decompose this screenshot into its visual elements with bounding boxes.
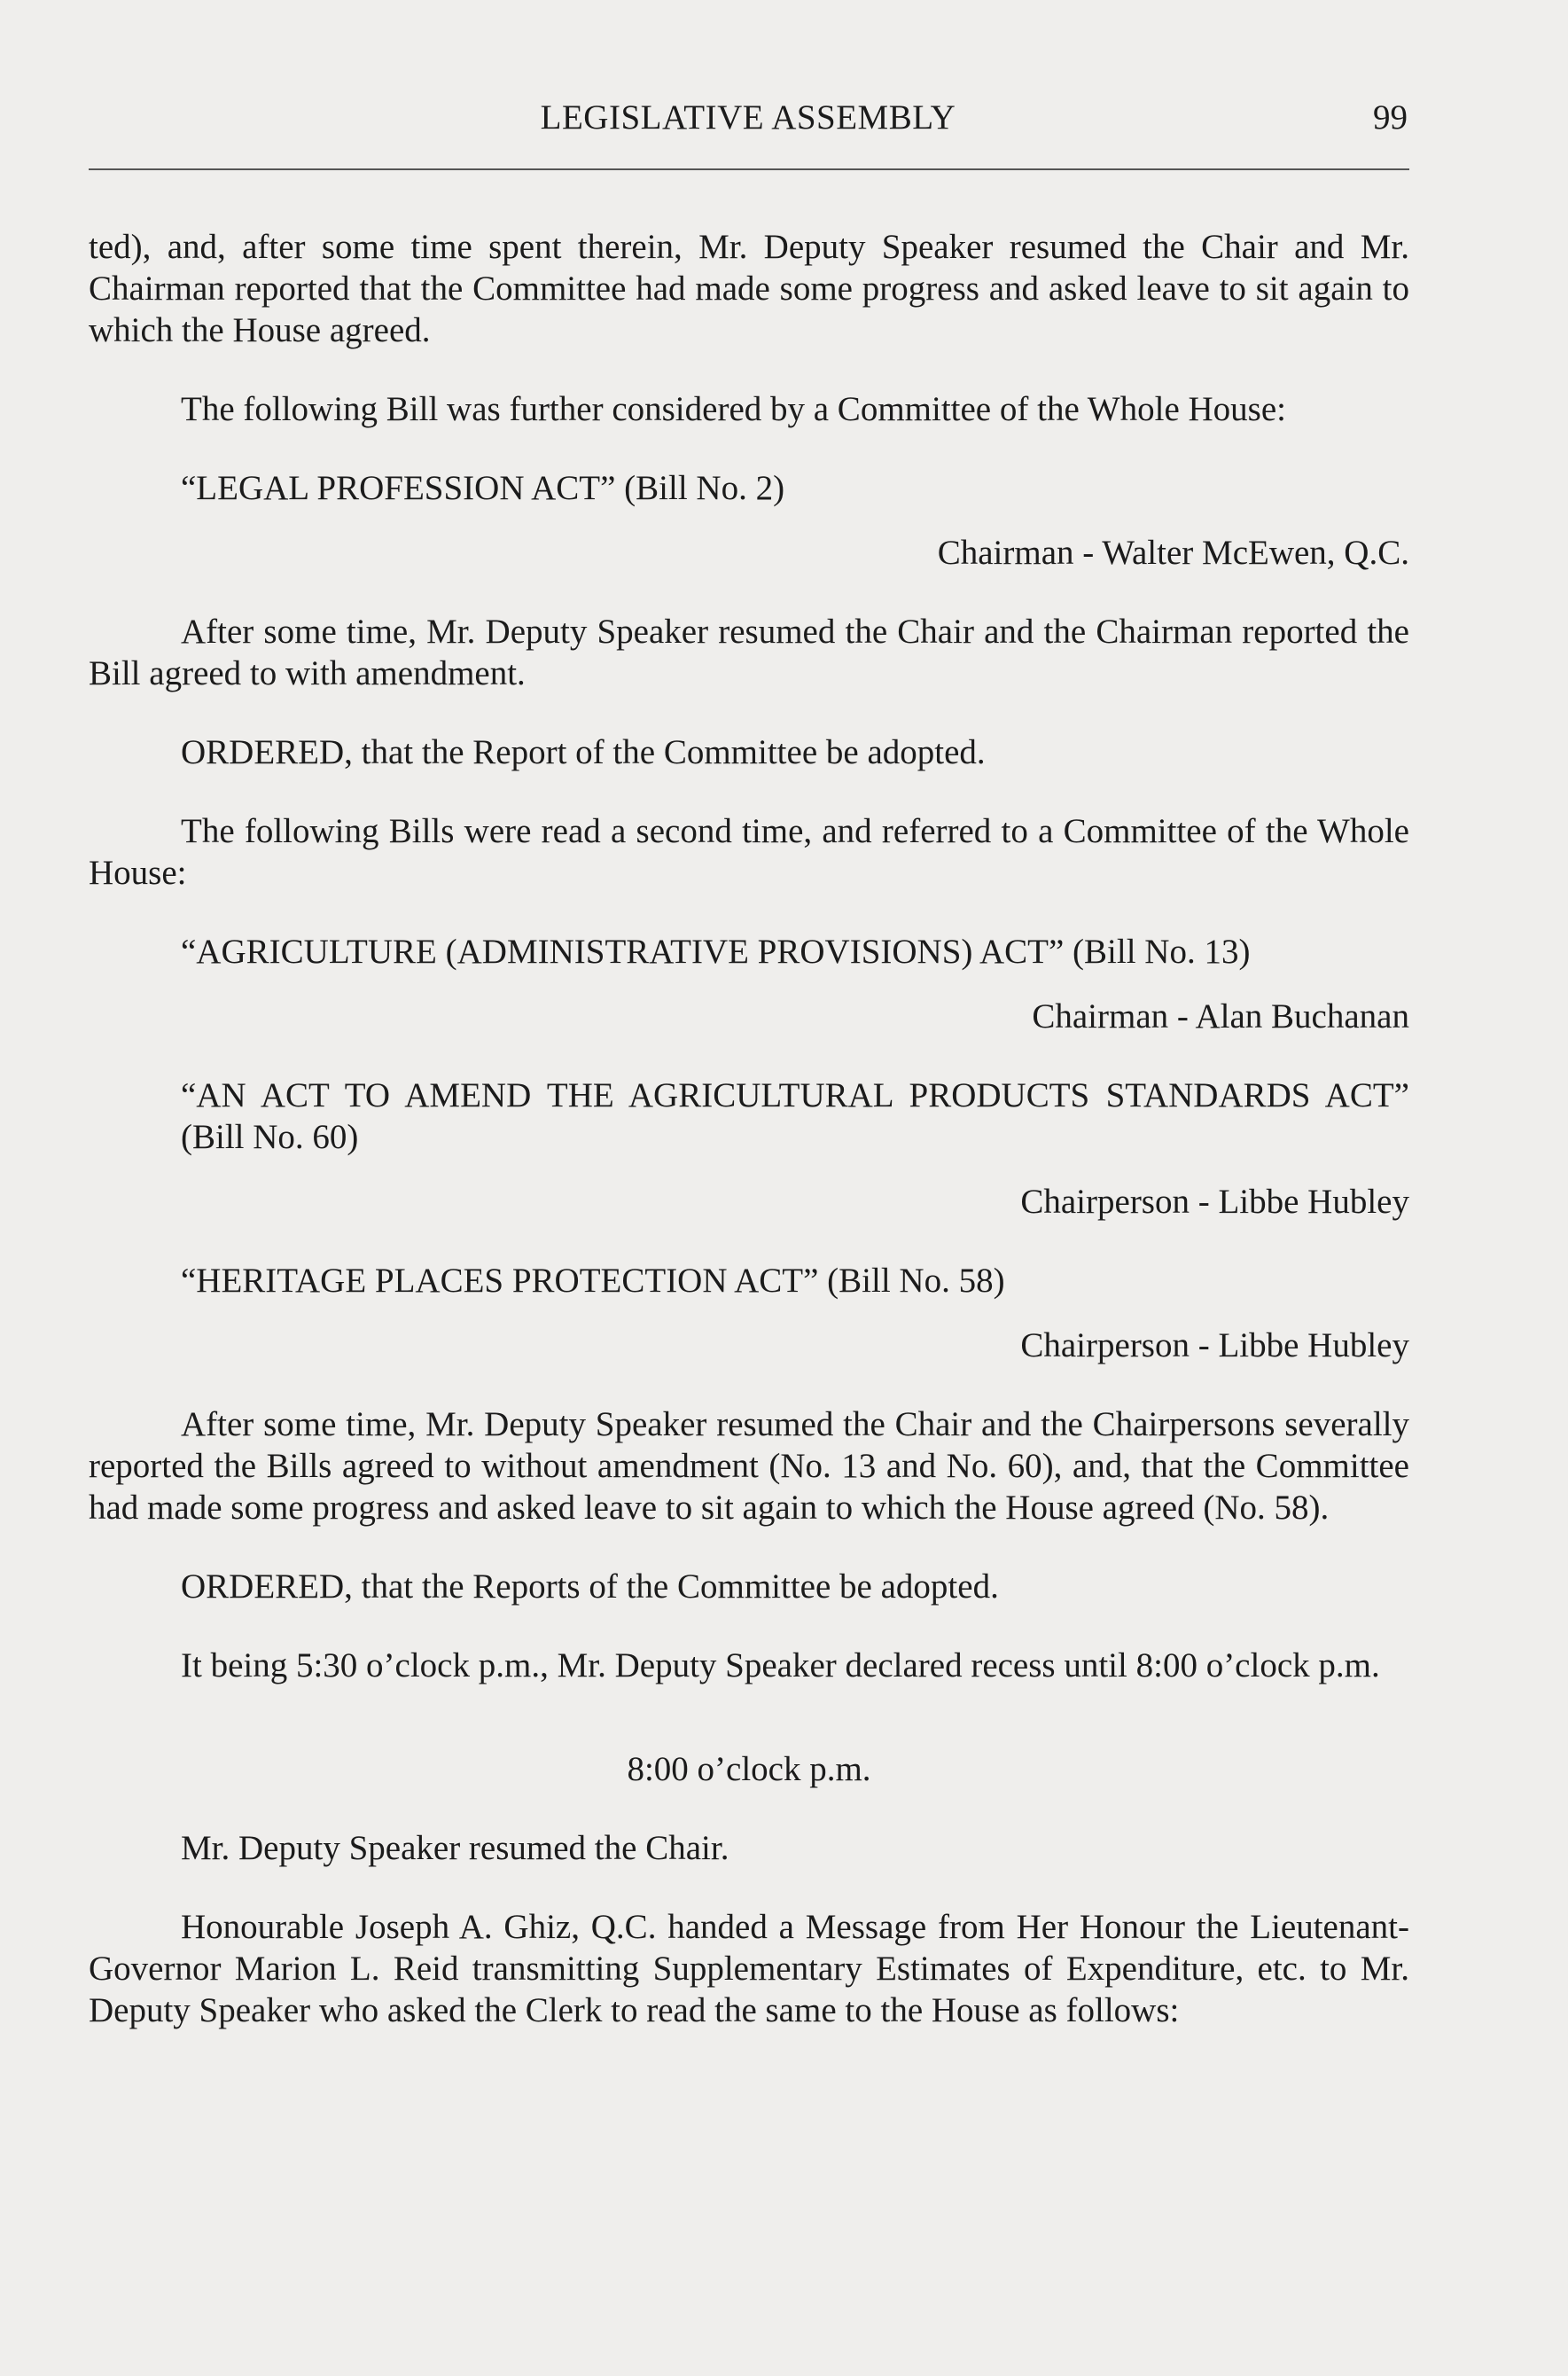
page-header <box>89 98 1408 151</box>
paragraph-after-time-2: After some time, Mr. Deputy Speaker resumed the Chair and the Chairpersons severally reported the Bills agreed to without amendment (No. 13 and No. 60), and, that the Committee had made some progress and asked leave to sit again to which the House agreed (No. 58). <box>89 1405 1409 1527</box>
document-body <box>89 226 1409 2068</box>
bill-title-agriculture: “AGRICULTURE (ADMINISTRATIVE PROVISIONS) ACT” (Bill No. 13) <box>181 933 1251 971</box>
chairperson-heritage: Chairperson - Libbe Hubley <box>1020 1326 1409 1364</box>
paragraph-bill-considered: The following Bill was further considered by a Committee of the Whole House: <box>181 390 1286 428</box>
bill-title-products-standards: “AN ACT TO AMEND THE AGRICULTURAL PRODUCTS STANDARDS ACT” (Bill No. 60) <box>181 1076 1409 1156</box>
paragraph-continued: ted), and, after some time spent therein, Mr. Deputy Speaker resumed the Chair and Mr. Chairman reported that the Committee had made some progress and asked leave to sit again to which the House agreed. <box>89 228 1409 349</box>
paragraph-recess: It being 5:30 o’clock p.m., Mr. Deputy Speaker declared recess until 8:00 o’clock p.m. <box>181 1646 1380 1684</box>
ordered-report-2: ORDERED, that the Reports of the Committee be adopted. <box>181 1567 999 1606</box>
paragraph-message: Honourable Joseph A. Ghiz, Q.C. handed a Message from Her Honour the Lieutenant-Governor Marion L. Reid transmitting Supplementary Estimates of Expenditure, etc. to Mr. Deputy Speaker who asked the Clerk to read the same to the House as follows: <box>89 1908 1409 2029</box>
chairman-legal-profession: Chairman - Walter McEwen, Q.C. <box>937 534 1409 572</box>
chairman-agriculture: Chairman - Alan Buchanan <box>1032 997 1409 1036</box>
running-header-title: LEGISLATIVE ASSEMBLY <box>540 98 956 137</box>
header-rule <box>89 168 1409 170</box>
page-number: 99 <box>1373 98 1408 137</box>
chairperson-products-standards: Chairperson - Libbe Hubley <box>1020 1183 1409 1221</box>
paragraph-second-reading: The following Bills were read a second time, and referred to a Committee of the Whole House: <box>89 812 1409 892</box>
evening-session-time: 8:00 o’clock p.m. <box>627 1750 871 1788</box>
ordered-report-1: ORDERED, that the Report of the Committee be adopted. <box>181 733 986 771</box>
bill-title-legal-profession: “LEGAL PROFESSION ACT” (Bill No. 2) <box>181 469 785 507</box>
paragraph-after-time-1: After some time, Mr. Deputy Speaker resumed the Chair and the Chairman reported the Bill agreed to with amendment. <box>89 613 1409 692</box>
paragraph-chair-resumed: Mr. Deputy Speaker resumed the Chair. <box>181 1829 729 1867</box>
bill-title-heritage: “HERITAGE PLACES PROTECTION ACT” (Bill No. 58) <box>181 1262 1005 1300</box>
